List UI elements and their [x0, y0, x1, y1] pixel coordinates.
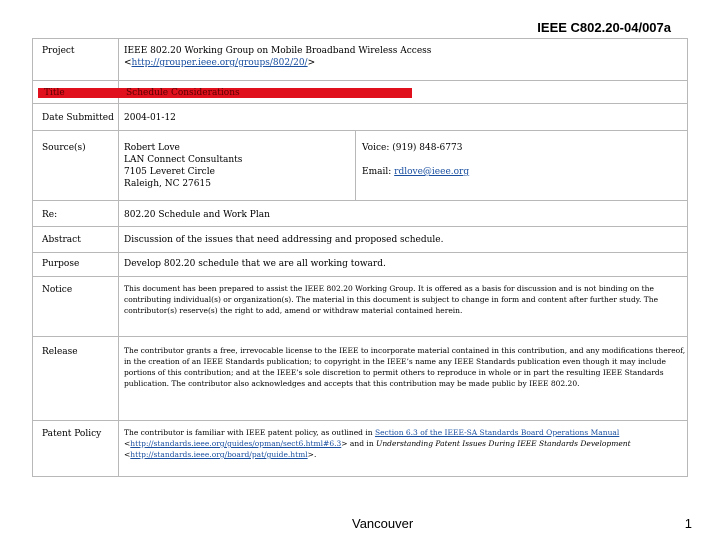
patent-guide-link[interactable]: http://standards.ieee.org/board/pat/guide.html	[130, 450, 308, 459]
table-top-border	[32, 38, 688, 39]
row-divider	[32, 420, 688, 421]
release-line: publication. The contributor also acknowledges and accepts that this contribution may be made public by IEEE 802.20.	[124, 379, 580, 388]
row-divider	[32, 200, 688, 201]
source-company: LAN Connect Consultants	[124, 155, 243, 165]
notice-line: contributor(s) reserve(s) the right to add, amend or withdraw material contained herein.	[124, 306, 463, 315]
notice-label: Notice	[42, 285, 73, 295]
row-divider	[32, 276, 688, 277]
source-street: 7105 Leveret Circle	[124, 167, 215, 177]
patent-line-3: <http://standards.ieee.org/board/pat/guide.html>.	[124, 450, 317, 459]
purpose-value: Develop 802.20 schedule that we are all working toward.	[124, 259, 386, 269]
project-name: IEEE 802.20 Working Group on Mobile Broadband Wireless Access	[124, 46, 432, 56]
source-email-line	[362, 166, 469, 178]
patent-text: and in	[347, 439, 377, 448]
table-left-border	[32, 38, 33, 476]
date-value: 2004-01-12	[124, 113, 176, 123]
purpose-label: Purpose	[42, 259, 80, 269]
row-divider	[32, 130, 688, 131]
row-divider	[32, 80, 688, 81]
source-label: Source(s)	[42, 143, 86, 153]
title-value: Schedule Considerations	[126, 88, 240, 98]
notice-line: This document has been prepared to assist the IEEE 802.20 Working Group. It is offered as a basis for discussion and is not binding on the	[124, 284, 654, 293]
date-label: Date Submitted	[42, 113, 114, 123]
title-label: Title	[44, 88, 65, 98]
page-number: 1	[684, 516, 692, 531]
email-link[interactable]: rdlove@ieee.org	[394, 167, 470, 177]
patent-text: The contributor is familiar with IEEE patent policy, as outlined in	[124, 428, 375, 437]
row-divider	[32, 226, 688, 227]
column-divider	[118, 38, 119, 476]
source-voice: Voice: (919) 848-6773	[362, 143, 463, 153]
re-label: Re:	[42, 210, 58, 220]
re-value: 802.20 Schedule and Work Plan	[124, 210, 270, 220]
release-line: in the creation of an IEEE Standards publication; to copyright in the IEEE’s name any IEEE Standards publication even though it may include	[124, 357, 666, 366]
email-label: Email:	[362, 167, 392, 177]
patent-label: Patent Policy	[42, 429, 102, 439]
abstract-value: Discussion of the issues that need addressing and proposed schedule.	[124, 235, 444, 245]
footer-location: Vancouver	[352, 516, 414, 531]
opman-link[interactable]: Section 6.3 of the IEEE-SA Standards Board Operations Manual	[374, 428, 620, 437]
table-bottom-border	[32, 476, 688, 477]
notice-line: contributing individual(s) or organization(s). The material in this document is subject to change in form and content after further study. The	[124, 295, 659, 304]
row-divider	[32, 336, 688, 337]
row-divider	[32, 103, 688, 104]
project-label: Project	[42, 46, 75, 56]
project-link-line: <http://grouper.ieee.org/groups/802/20/>	[124, 58, 316, 68]
opman-url-link[interactable]: http://standards.ieee.org/guides/opman/sect6.html#6.3	[130, 439, 342, 448]
row-divider	[32, 252, 688, 253]
table-right-border	[687, 38, 688, 476]
title-highlight-bar	[38, 88, 412, 98]
release-label: Release	[42, 347, 78, 357]
project-link[interactable]: http://grouper.ieee.org/groups/802/20/	[131, 58, 308, 68]
document-number: IEEE C802.20-04/007a	[537, 20, 671, 35]
patent-line-1	[124, 427, 619, 438]
source-name: Robert Love	[124, 143, 180, 153]
source-column-divider	[355, 130, 356, 200]
release-line: portions of this contribution; and at the IEEE’s sole discretion to permit others to reproduce in whole or in part the resulting IEEE Standards	[124, 368, 664, 377]
release-line: The contributor grants a free, irrevocable license to the IEEE to incorporate material contained in this contribution, and any modifications thereof,	[124, 346, 686, 355]
abstract-label: Abstract	[42, 235, 81, 245]
patent-line-2: <http://standards.ieee.org/guides/opman/sect6.html#6.3> and in Understanding Patent Issues During IEEE Standards Development	[124, 439, 631, 448]
patent-guide-title: Understanding Patent Issues During IEEE Standards Development	[376, 439, 631, 448]
source-city: Raleigh, NC 27615	[124, 179, 211, 189]
